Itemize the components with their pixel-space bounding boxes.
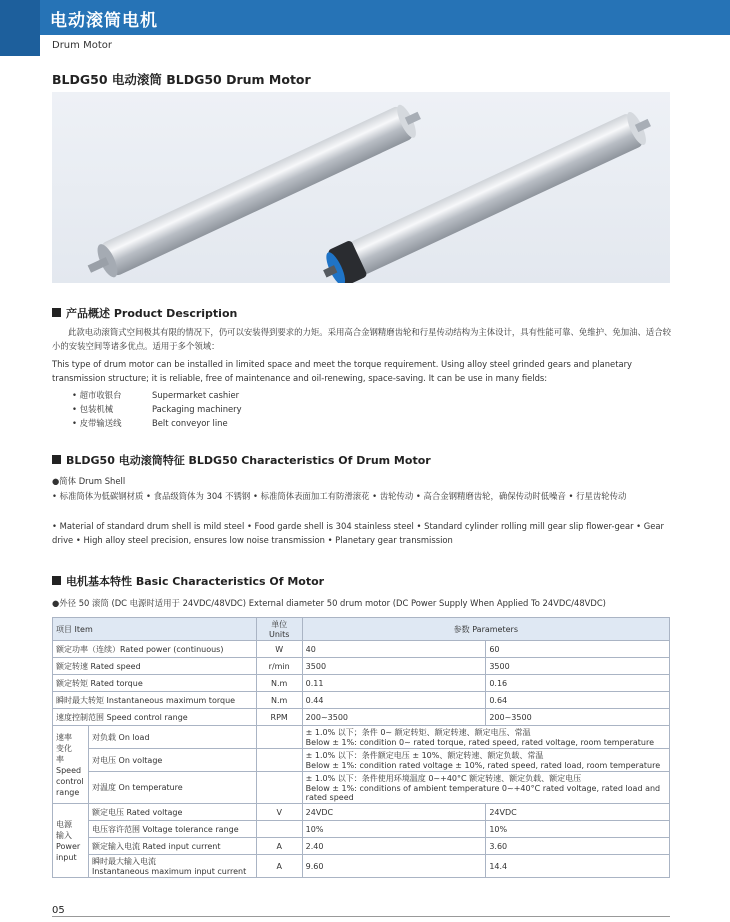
list-item: • 皮带输送线 Belt conveyor line <box>72 418 228 428</box>
header-params: 参数 Parameters <box>302 618 669 641</box>
header-accent <box>0 0 40 56</box>
page-title: 电动滚筒电机 <box>50 11 158 31</box>
speed-group-label: 速率 变化 率 Speed control range <box>53 726 89 804</box>
list-item: • 包装机械 Packaging machinery <box>72 404 242 414</box>
power-group-label: 电源 输入 Power input <box>53 804 89 878</box>
table-row: 额定功率（连续）Rated power (continuous) W 40 60 <box>53 641 670 658</box>
basic-note: ●外径 50 滚筒 (DC 电源时适用于 24VDC/48VDC) External diameter 50 drum motor (DC Power Supply When Applied To 24VDC/48VDC) <box>52 598 606 608</box>
table-row: 速度控制范围 Speed control range RPM 200~3500 200~3500 <box>53 709 670 726</box>
table-row: 电压容许范围 Voltage tolerance range 10% 10% <box>53 821 670 838</box>
table-row: 额定转矩 Rated torque N.m 0.11 0.16 <box>53 675 670 692</box>
page-number: 05 <box>52 905 65 916</box>
table-row: 瞬时最大转矩 Instantaneous maximum torque N.m 0.44 0.64 <box>53 692 670 709</box>
table-row: 额定转速 Rated speed r/min 3500 3500 <box>53 658 670 675</box>
table-row: 速率 变化 率 Speed control range 对负载 On load ± 1.0% 以下；条件 0~ 额定转矩、额定转速、额定电压、常温 Below ± 1%: condition 0~ rated torque, rated speed, rated voltage, room temperature <box>53 726 670 749</box>
table-header-row <box>53 618 670 641</box>
drum-shell-label: ●简体 Drum Shell <box>52 476 126 486</box>
footer-divider <box>52 916 670 917</box>
spec-table <box>52 617 670 878</box>
product-photo <box>52 92 670 283</box>
description-en: This type of drum motor can be installed in limited space and meet the torque requirement. Using alloy steel grinded gears and planetary transmission structure; it is reliable, free of maintenance and oil-renewing, space-saving. It can be use in many fields: <box>52 359 633 383</box>
page-subtitle: Drum Motor <box>52 40 112 51</box>
table-row: 电源 输入 Power input 额定电压 Rated voltage V 24VDC 24VDC <box>53 804 670 821</box>
header-unit: 单位 Units <box>256 618 302 641</box>
characteristics-cn: • 标准筒体为低碳钢材质 • 食品级筒体为 304 不锈钢 • 标准筒体表面加工有防滑滚花 • 齿轮传动 • 高合金钢精磨齿轮，确保传动时低噪音 • 行星齿轮传动 <box>52 491 627 501</box>
list-item: • 超市收银台 Supermarket cashier <box>72 390 240 400</box>
description-heading: 产品概述 Product Description <box>52 305 237 321</box>
characteristics-heading: BLDG50 电动滚筒特征 BLDG50 Characteristics Of Drum Motor <box>52 452 431 468</box>
characteristics-en: • Material of standard drum shell is mild steel • Food garde shell is 304 stainless steel • Standard cylinder rolling mill gear slip flower-gear • Gear drive • High alloy steel precision, ensures low noise transmission • Planetary gear transmission <box>52 521 664 545</box>
table-row: 对电压 On voltage ± 1.0% 以下：条件额定电压 ± 10%、额定转速、额定负载、常温 Below ± 1%: condition rated voltage ± 10%, rated speed, rated load, room temperature <box>53 749 670 772</box>
table-row: 对温度 On temperature ± 1.0% 以下：条件使用环境温度 0~+40°C 额定转速、额定负载、额定电压 Below ± 1%: conditions of ambient temperature 0~+40°C rated voltage, rated load and rated speed <box>53 772 670 804</box>
description-cn: 此款电动滚筒式空间极其有限的情况下，仍可以安装得到要求的力矩。采用高合金钢精磨齿轮和行星传动结构为主体设计，具有性能可靠、免维护、免加油、适合较小的安装空间等诸多优点。适用于多个领域： <box>52 327 671 351</box>
basic-heading: 电机基本特性 Basic Characteristics Of Motor <box>52 573 324 589</box>
drum-motor-illustration <box>52 92 670 283</box>
table-row: 瞬时最大输入电流 Instantaneous maximum input current A 9.60 14.4 <box>53 855 670 878</box>
header-item: 项目 Item <box>53 618 257 641</box>
product-title: BLDG50 电动滚筒 BLDG50 Drum Motor <box>52 72 311 87</box>
table-row: 额定输入电流 Rated input current A 2.40 3.60 <box>53 838 670 855</box>
